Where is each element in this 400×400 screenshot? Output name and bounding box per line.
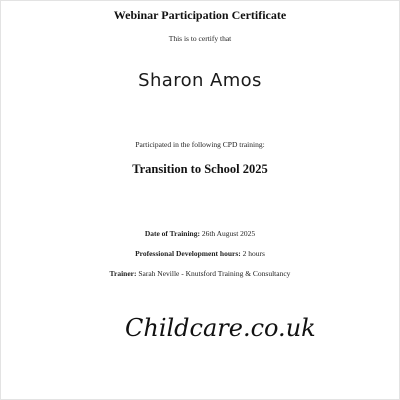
training-date-line <box>1 229 399 238</box>
childcare-logo-icon <box>121 301 316 353</box>
certify-text: This is to certify that <box>168 34 232 43</box>
pd-hours-line <box>1 249 399 258</box>
training-date-value: 26th August 2025 <box>199 229 256 238</box>
pd-hours-label: Professional Development hours: <box>135 249 241 258</box>
trainer-line <box>1 269 399 278</box>
certificate-title: Webinar Participation Certificate <box>113 8 287 22</box>
logo-wordmark: Childcare.co.uk <box>125 314 316 342</box>
trainer-label: Trainer: <box>109 269 137 278</box>
course-title: Transition to School 2025 <box>132 162 268 176</box>
trainer-value: Sarah Neville - Knutsford Training & Consultancy <box>136 269 291 278</box>
pd-hours-value: 2 hours <box>240 249 265 258</box>
participated-text: Participated in the following CPD training: <box>135 140 265 149</box>
training-date-label: Date of Training: <box>144 229 200 238</box>
recipient-name: Sharon Amos <box>138 70 262 91</box>
childcare-logo-svg <box>121 301 316 353</box>
